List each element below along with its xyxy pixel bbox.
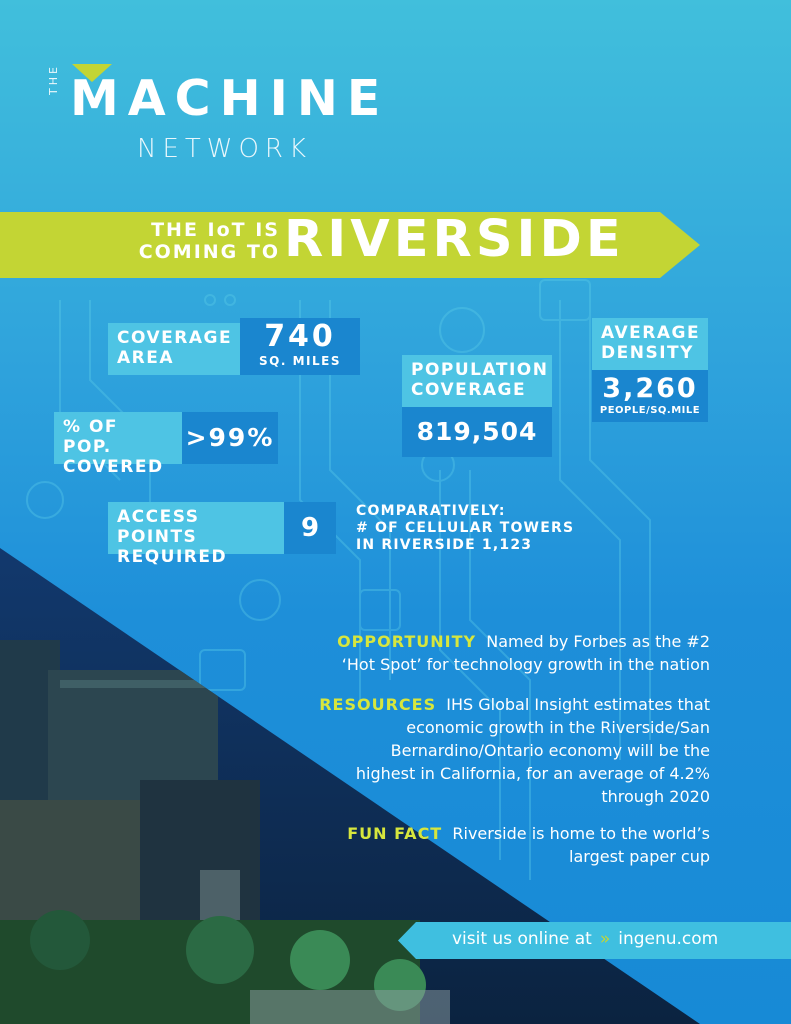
resources-line2: economic growth in the Riverside/San [406,718,710,737]
density-label [592,318,708,370]
density-value-box [592,370,708,422]
logo-network: NETWORK [137,134,313,164]
access-points-value: 9 [284,502,336,554]
opportunity-keyword: OPPORTUNITY [337,632,477,651]
coverage-area-value: 740 [264,319,336,354]
access-points-label-line2: REQUIRED [117,547,228,567]
density-value: 3,260 [602,373,698,404]
banner-subtitle [118,219,280,263]
comparatively-line1: COMPARATIVELY: [356,503,506,519]
website-url[interactable]: ingenu.com [618,929,719,949]
pop-covered-value: >99% [182,412,278,464]
resources-keyword: RESOURCES [319,695,437,714]
resources-line3: Bernardino/Ontario economy will be the [390,741,710,760]
visit-link[interactable] [452,929,718,949]
resources-line1: IHS Global Insight estimates that [446,695,710,714]
coverage-area-label-line2: AREA [117,348,175,368]
population-label [402,355,552,407]
resources-line5: through 2020 [601,787,710,806]
density-label-line2: DENSITY [601,343,694,363]
coverage-area-value-box [240,318,360,375]
access-points-label [108,502,284,567]
banner-line2: COMING TO [138,241,280,263]
population-label-line1: POPULATION [411,360,549,380]
population-value: 819,504 [402,407,552,457]
opportunity-line2: ‘Hot Spot’ for technology growth in the nation [341,655,710,674]
fun-fact-line1: Riverside is home to the world’s [452,824,710,843]
logo-the: THE [47,64,60,95]
coverage-area-label-line1: COVERAGE [117,328,233,348]
fun-fact-keyword: FUN FACT [347,824,443,843]
comparatively-line2: # OF CELLULAR TOWERS [356,520,575,536]
pop-covered-label [54,412,182,477]
comparatively-note [356,503,574,554]
density-unit: PEOPLE/SQ.MILE [599,405,701,416]
pop-covered-label-line1: % OF POP. [63,417,119,457]
resources-fact [290,693,710,808]
banner-city: RIVERSIDE [284,210,625,269]
opportunity-line1: Named by Forbes as the #2 [486,632,710,651]
visit-text: visit us online at [452,929,592,949]
fun-fact [290,822,710,868]
comparatively-line3: IN RIVERSIDE 1,123 [356,537,533,553]
fun-fact-line2: largest paper cup [569,847,710,866]
logo-machine: MACHINE [70,70,390,127]
coverage-area-label [108,323,240,375]
population-label-line2: COVERAGE [411,380,527,400]
banner-line1: THE IoT IS [151,219,280,241]
access-points-label-line1: ACCESS POINTS [117,507,200,547]
density-label-line1: AVERAGE [601,323,701,343]
pop-covered-label-line2: COVERED [63,457,164,477]
coverage-area-unit: SQ. MILES [259,354,341,368]
chevron-right-icon: » [599,929,611,949]
opportunity-fact [290,630,710,676]
resources-line4: highest in California, for an average of 4.2% [355,764,710,783]
